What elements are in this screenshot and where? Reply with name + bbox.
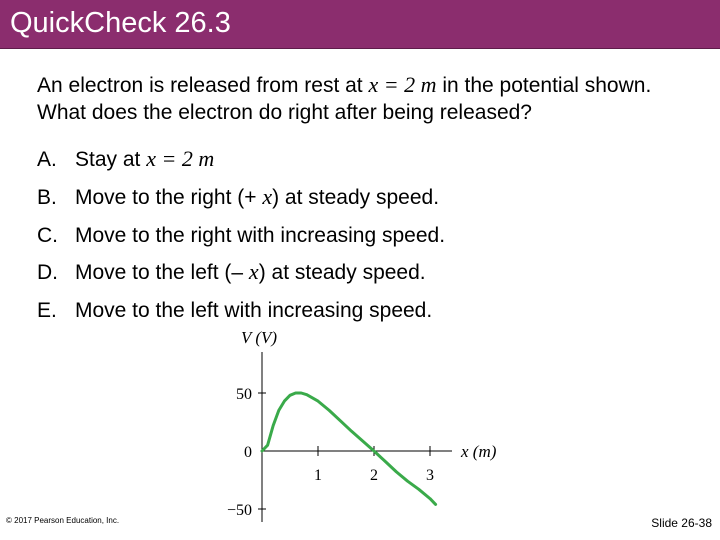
x-tick-label: 2 <box>370 467 378 484</box>
copyright-text: © 2017 Pearson Education, Inc. <box>6 516 120 525</box>
option-math: x <box>248 259 259 284</box>
option-text: Stay at <box>75 148 147 171</box>
option-text: Move to the right with increasing speed. <box>75 224 446 247</box>
option-text: Move to the left (– <box>75 261 249 284</box>
question-math: x = 2 m <box>368 72 437 97</box>
potential-curve <box>262 393 436 504</box>
question-part2: in the potential shown. What does the electron do right after being released? <box>37 74 652 124</box>
option-text: Move to the right (+ <box>75 186 263 209</box>
option-math: x = 2 m <box>146 146 215 171</box>
slide-title: QuickCheck 26.3 <box>10 7 231 39</box>
option-letter: B. <box>37 186 57 209</box>
option-letter: C. <box>37 224 58 247</box>
x-axis-label: x (m) <box>461 442 497 461</box>
y-tick-label: 50 <box>236 386 252 403</box>
y-tick-label: −50 <box>226 502 252 519</box>
option-letter: D. <box>37 261 58 284</box>
x-tick-label: 3 <box>426 467 434 484</box>
option-math: x <box>262 184 273 209</box>
option-letter: A. <box>37 148 57 171</box>
option-text-post: ) at steady speed. <box>272 186 440 209</box>
question-part1: An electron is released from rest at <box>37 74 369 97</box>
y-axis-label: V (V) <box>241 328 278 347</box>
option-letter: E. <box>37 299 57 322</box>
option-text-post: ) at steady speed. <box>258 261 426 284</box>
slide-number: Slide 26-38 <box>651 516 712 530</box>
option-text: Move to the left with increasing speed. <box>75 299 433 322</box>
x-tick-label: 1 <box>314 467 322 484</box>
y-tick-label: 0 <box>244 444 252 461</box>
